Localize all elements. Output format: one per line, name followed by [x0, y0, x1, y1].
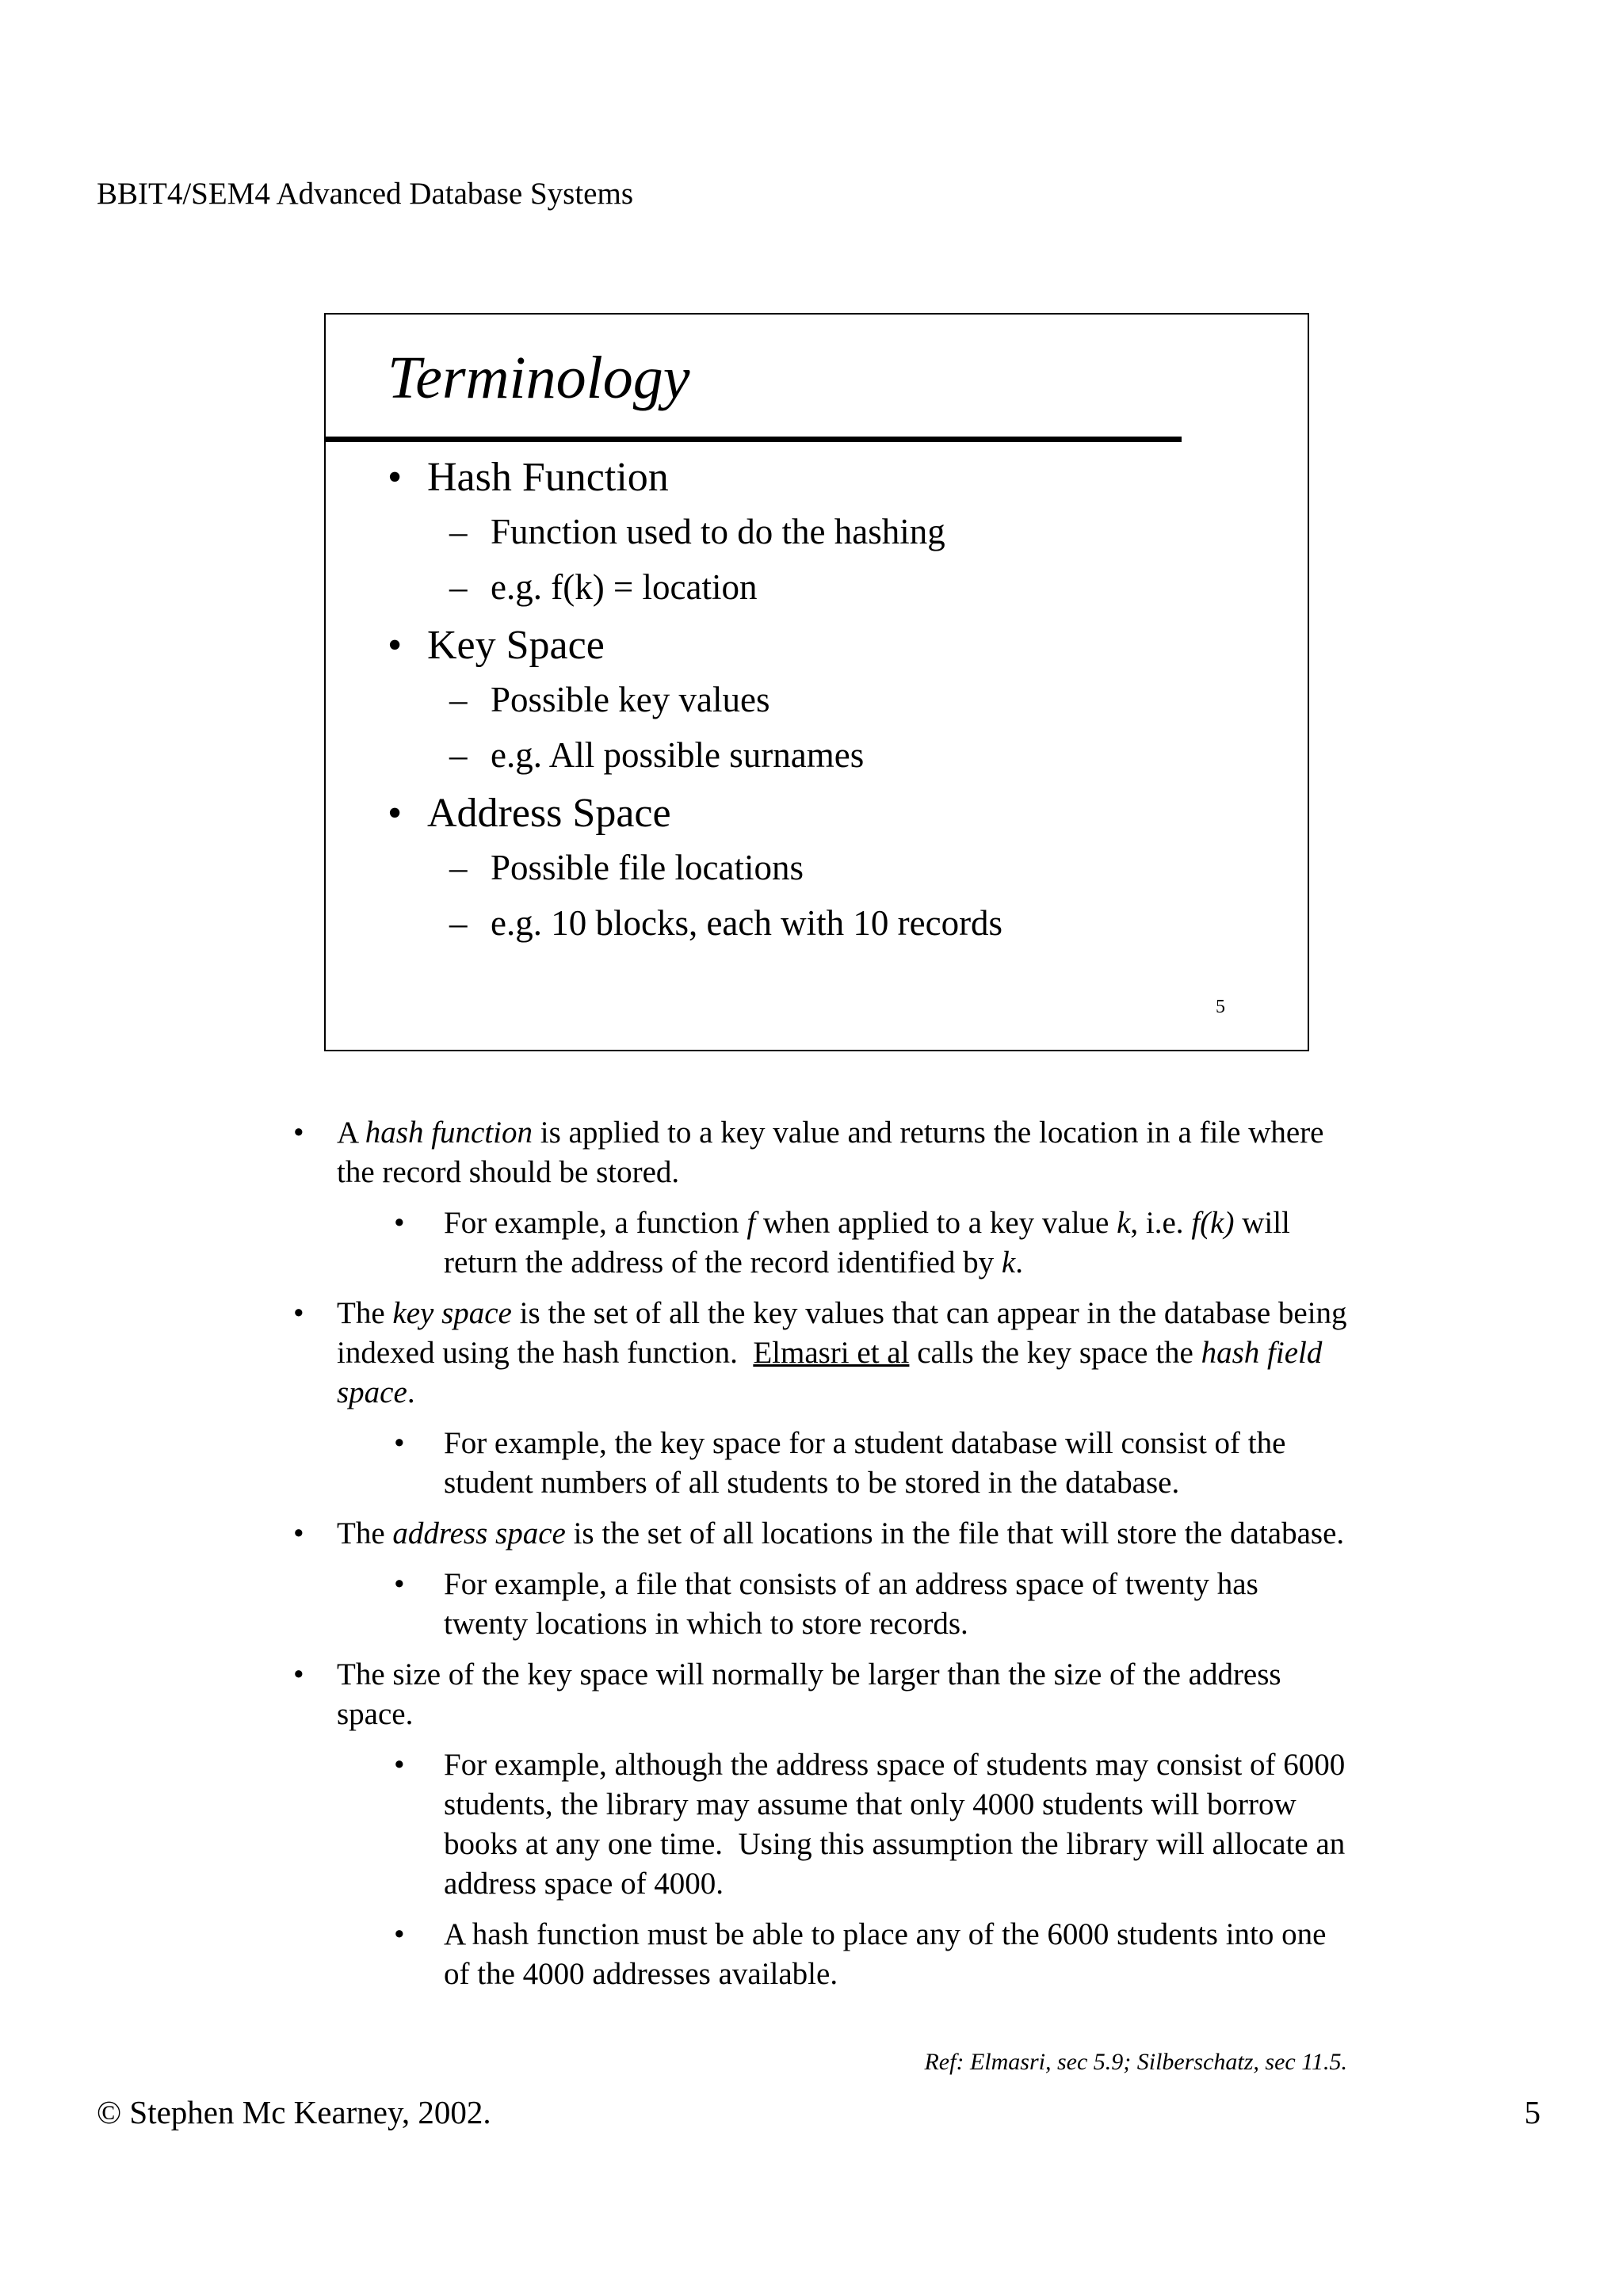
bullet-icon: • [394, 1567, 405, 1601]
slide-item-label: Address Space [427, 791, 671, 836]
slide-thumbnail [324, 313, 1309, 1051]
title-divider [326, 437, 1182, 442]
note-item-hash-function [293, 1113, 1347, 1192]
slide-subitem [388, 567, 1275, 625]
bullet-icon: • [394, 1748, 405, 1782]
dash-icon: – [449, 735, 468, 775]
note-subitem [293, 1424, 1347, 1503]
slide-subitem [388, 903, 1275, 961]
slide-subitem-text: Possible file locations [491, 848, 804, 887]
slide-subitem-text: Function used to do the hashing [491, 512, 945, 551]
slide-subitem [388, 682, 1275, 738]
note-subitem [293, 1915, 1347, 1994]
note-text: The address space is the set of all locations in the file that will store the database. [337, 1516, 1345, 1550]
note-item-address-space [293, 1514, 1347, 1554]
dash-icon: – [449, 848, 468, 887]
note-subitem-text: A hash function must be able to place any of the 6000 students into one of the 4000 addresses available. [444, 1917, 1327, 1991]
note-subitem-text: For example, a file that consists of an address space of twenty has twenty locations in which to store records. [444, 1567, 1258, 1641]
note-subitem-text: For example, a function f when applied to a key value k, i.e. f(k) will return the address of the record identified by k. [444, 1206, 1290, 1280]
slide-item-hash-function [388, 457, 1275, 514]
slide-title: Terminology [388, 345, 690, 411]
copyright-footer: © Stephen Mc Kearney, 2002. [97, 2094, 491, 2130]
bullet-icon: • [293, 1116, 304, 1150]
bullet-icon: • [388, 455, 403, 500]
course-header: BBIT4/SEM4 Advanced Database Systems [97, 177, 633, 211]
slide-subitem-text: e.g. f(k) = location [491, 567, 758, 607]
slide-bullet-list [388, 457, 1275, 961]
slide-subitem-text: e.g. 10 blocks, each with 10 records [491, 903, 1003, 943]
note-subitem-text: For example, the key space for a student database will consist of the student numbers of all students to be stored in the database. [444, 1426, 1286, 1500]
note-subitem [293, 1745, 1354, 1904]
note-subitem-text: For example, although the address space of students may consist of 6000 students, the library may assume that only 4000 students will borrow books at any one time. Using this assumption the library will allocate an address space of 4000. [444, 1748, 1354, 1901]
bullet-icon: • [293, 1516, 304, 1550]
dash-icon: – [449, 903, 468, 943]
slide-subitem [388, 514, 1275, 570]
slide-number: 5 [1216, 997, 1225, 1017]
note-subitem [293, 1565, 1347, 1644]
bullet-icon: • [388, 791, 403, 836]
bullet-icon: • [394, 1206, 405, 1240]
bullet-icon: • [293, 1296, 304, 1330]
slide-subitem-text: Possible key values [491, 680, 770, 719]
bullet-icon: • [394, 1426, 405, 1460]
dash-icon: – [449, 680, 468, 719]
bullet-icon: • [394, 1917, 405, 1951]
note-item-space-size [293, 1655, 1347, 1734]
slide-item-label: Hash Function [427, 455, 669, 500]
dash-icon: – [449, 567, 468, 607]
bullet-icon: • [293, 1657, 304, 1691]
note-text: The size of the key space will normally be larger than the size of the address space. [337, 1657, 1281, 1731]
slide-subitem [388, 735, 1275, 793]
slide-item-key-space [388, 625, 1275, 682]
slide-item-label: Key Space [427, 623, 605, 668]
elmasri-link[interactable]: Elmasri et al [753, 1336, 910, 1370]
note-subitem [293, 1203, 1347, 1283]
note-text: The key space is the set of all the key values that can appear in the database being indexed using the hash function. Elmasri et al calls the key space the hash field space. [337, 1296, 1355, 1409]
slide-item-address-space [388, 793, 1275, 850]
dash-icon: – [449, 512, 468, 551]
note-text: A hash function is applied to a key value and returns the location in a file where the record should be stored. [337, 1116, 1324, 1189]
note-item-key-space [293, 1294, 1355, 1413]
reference-note: Ref: Elmasri, sec 5.9; Silberschatz, sec 11.5. [924, 2049, 1347, 2075]
slide-subitem [388, 850, 1275, 906]
notes-list [293, 1113, 1355, 2005]
bullet-icon: • [388, 623, 403, 668]
slide-subitem-text: e.g. All possible surnames [491, 735, 865, 775]
page-number: 5 [1524, 2094, 1541, 2130]
